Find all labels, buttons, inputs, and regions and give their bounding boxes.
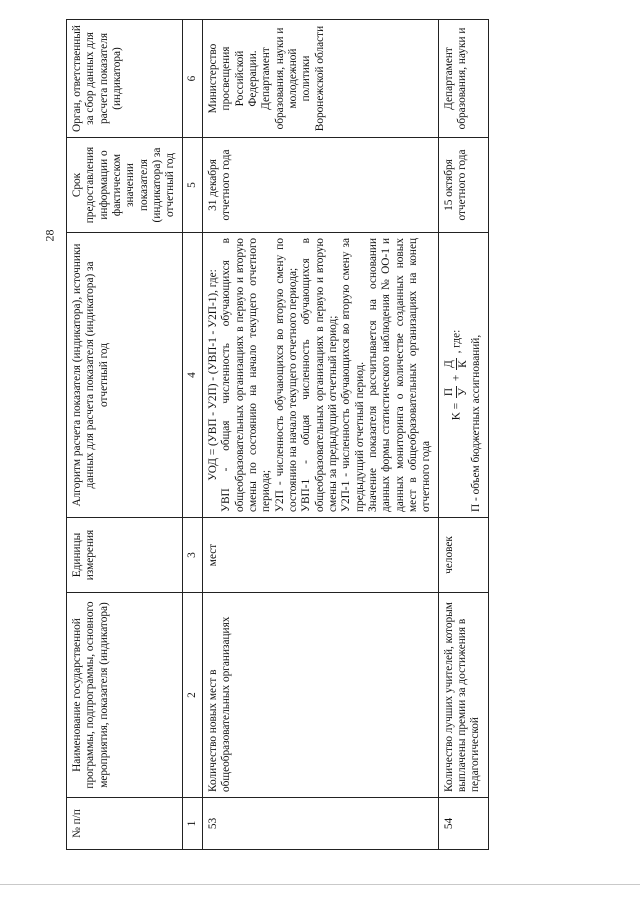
header-deadline: Срок предоставления информации о фактическом значении показателя (индикатора) за отчетный год <box>67 138 183 233</box>
header-algorithm: Алгоритм расчета показателя (индикатора), источники данных для расчета показателя (индикатора) за отчетный год <box>67 233 183 518</box>
rotated-table-container <box>66 20 616 850</box>
fraction-denominator: К <box>456 360 469 368</box>
fraction <box>443 358 471 370</box>
unit: человек <box>438 518 488 593</box>
deadline: 31 декабря отчетного года <box>202 138 438 233</box>
fraction-numerator: П <box>443 386 457 398</box>
header-responsible: Орган, ответственный за сбор данных для расчета показателя (индикатора) <box>67 20 183 138</box>
scan-edge-line <box>0 884 640 885</box>
formula-plus: + <box>449 374 462 382</box>
header-name: Наименование государственной программы, подпрограммы, основного мероприятия, показателя (индикатора) <box>67 593 183 798</box>
indicator-name: Количество лучших учителей, которым выплачены премии за достижения в педагогической <box>438 593 488 798</box>
row-number: 54 <box>438 798 488 850</box>
column-number: 2 <box>182 593 202 798</box>
deadline: 15 октября отчетного года <box>438 138 488 233</box>
algorithm <box>438 233 488 518</box>
algorithm <box>202 233 438 518</box>
algorithm-line: У2П-1 - численность обучающихся во вторую смену за предыдущий отчетный период. <box>340 238 366 512</box>
fraction-denominator: У <box>456 388 469 397</box>
indicator-name: Количество новых мест в общеобразовательных организациях <box>202 593 438 798</box>
column-number: 4 <box>182 233 202 518</box>
algorithm-line: Значение показателя рассчитывается на основании данных формы статистического наблюдения № ОО-1 и данных мониторинга о количестве созданных новых мест в общеобразовательных организациях на конец отчетного года <box>366 238 433 512</box>
fraction <box>443 386 471 398</box>
column-number: 5 <box>182 138 202 233</box>
algorithm-line: УВП - общая численность обучающихся в общеобразовательных организациях в первую и вторую смены по состоянию на начало текущего отчетного периода; <box>220 238 273 512</box>
header-number: № п/п <box>67 798 183 850</box>
formula-tail: , где: <box>449 329 462 354</box>
algorithm-line: П - объем бюджетных ассигнований, <box>470 334 483 512</box>
column-number: 1 <box>182 798 202 850</box>
formula-k: K = <box>449 402 462 421</box>
row-number: 53 <box>202 798 438 850</box>
algorithm-line: УВП-1 - общая численность обучающихся в общеобразовательных организациях в первую и вторую смены за предыдущий отчетный период; <box>300 238 339 512</box>
responsible-body: Министерство просвещения Российской Федерации. Департамент образования, науки и молодежной политики Воронежской области <box>202 20 438 138</box>
responsible-body: Департамент образования, науки и <box>438 20 488 138</box>
formula: УОД = (УВП - У2П) - (УВП-1 - У2П-1), где: <box>206 269 219 481</box>
unit: мест <box>202 518 438 593</box>
column-number-row <box>182 20 202 850</box>
header-unit: Единицы измерения <box>67 518 183 593</box>
column-number: 6 <box>182 20 202 138</box>
table-row <box>202 20 438 850</box>
column-number: 3 <box>182 518 202 593</box>
algorithm-line: У2П - численность обучающихся во вторую смену по состоянию на начало текущего отчетного периода; <box>273 238 299 512</box>
page-number: 28 <box>42 229 57 242</box>
header-row <box>67 20 183 850</box>
formula <box>443 238 471 512</box>
indicator-table <box>66 19 489 850</box>
table-row <box>438 20 488 850</box>
fraction-numerator: Д <box>443 358 457 370</box>
